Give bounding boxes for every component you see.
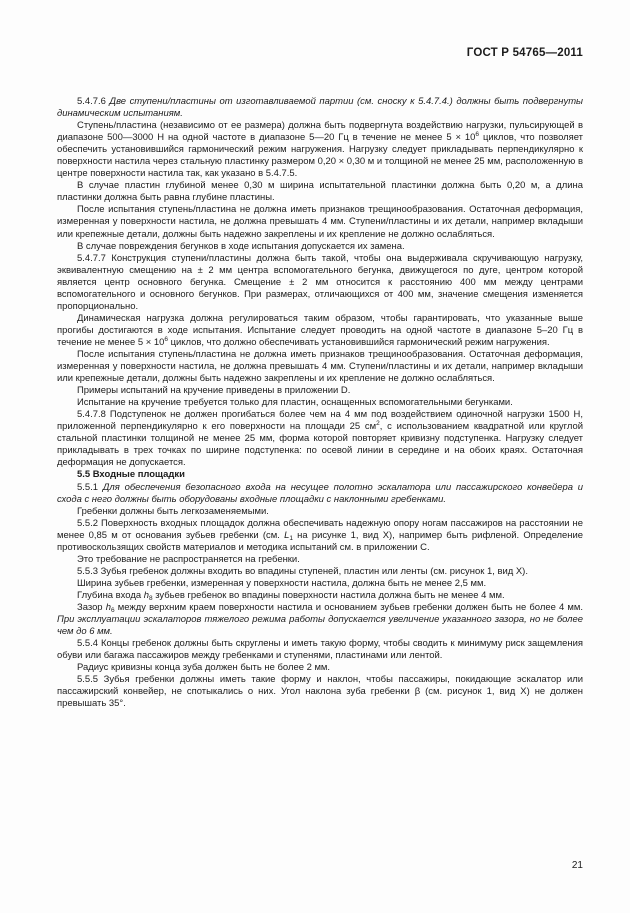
clause-paragraph: Динамическая нагрузка должна регулироваться таким образом, чтобы гарантировать, что указанные выше прогибы достигаются в ходе испытания. Испытание следует проводить на одной частоте в диапазоне 5–20 Гц в течение не менее $5 \times 10^6$ циклов, что должно обеспечивать установившийся гармонический режим нагружения. [57,312,583,348]
clause-paragraph: После испытания ступень/пластина не должна иметь признаков трещинообразования. Остаточная деформация, измеренная у поверхности настила, не должна превышать 4 мм. Ступени/пластины и их детали, например вкладыши или крепежные детали, должны быть надежно закреплены и их крепление не должно ослабляться. [57,204,583,240]
clause-paragraph: 5.5.2 Поверхность входных площадок должна обеспечивать надежную опору ногам пассажиров на расстоянии не менее 0,85 м от основания зубьев гребенки (см. $L_1$ на рисунке 1, вид Х), например быть рифленой. Определение противоскользящих свойств материалов и методика испытаний см. в приложении С. [57,517,583,553]
document-body [57,96,583,710]
clause-paragraph: Примеры испытаний на кручение приведены в приложении D. [77,385,351,397]
clause-paragraph: 5.5.4 Концы гребенок должны быть скруглены и иметь такую форму, чтобы сводить к минимуму риск защемления обуви или багажа пассажиров между гребенками и ступенями, пластинами или лентой. [57,638,583,662]
clause-paragraph: После испытания ступень/пластина не должна иметь признаков трещинообразования. Остаточная деформация, измеренная у поверхности настила, не должна превышать 4 мм. Ступени/пластины и их детали, например вкладыши или крепежные детали, должны быть надежно закреплены и их крепление не должно ослабляться. [57,348,583,385]
clause-paragraph: В случае пластин глубиной менее 0,30 м ширина испытательной пластинки должна быть 0,20 м, а длина пластинки должна быть равна глубине пластины. [57,180,583,204]
clause-paragraph: Глубина входа $h_8$ зубьев гребенок во впадины поверхности настила должна быть не менее 4 мм. [77,589,505,602]
clause-paragraph: Гребенки должны быть легкозаменяемыми. [77,505,269,517]
clause-paragraph: 5.5.3 Зубья гребенок должны входить во впадины ступеней, пластин или ленты (см. рисунок 1, вид Х). [77,565,528,577]
clause-paragraph: Зазор $h_6$ между верхним краем поверхности настила и основанием зубьев гребенки должен быть не более 4 мм. При эксплуатации эскалаторов тяжелого режима работы допускается увеличение указанного зазора, но не более чем до 6 мм. [57,601,584,638]
clause-paragraph: 5.4.7.8 Подступенок не должен прогибаться более чем на 4 мм под воздействием одиночной нагрузки 1500 Н, приложенной перпендикулярно к его поверхности на площади 25 $см^2$, с использованием квадратной или круглой стальной пластинки толщиной не менее 25 мм, форма которой повторяет кривизну подступенка. Нагрузку следует прикладывать в трех точках по ширине подступенка: по осевой линии в середине и на обоих краях. Остаточная деформация не допускается. [57,409,583,469]
standard-designation: ГОСТ Р 54765—2011 [466,47,583,59]
clause-paragraph: 5.4.7.6 Две ступени/пластины от изготавливаемой партии (см. сноску к 5.4.7.4.) должны быть подвергнуты динамическим испытаниям. [57,96,583,120]
clause-paragraph: Это требование не распространяется на гребенки. [77,553,300,565]
clause-paragraph: Радиус кривизны конца зуба должен быть не более 2 мм. [77,662,331,674]
section-heading: 5.5 Входные площадки [77,469,185,481]
clause-paragraph: Ступень/пластина (независимо от ее размера) должна быть подвергнута воздействию нагрузки, пульсирующей в диапазоне 500—3000 Н на одной частоте в диапазоне 5—20 Гц в течение не менее $5 \times 10^6$ циклов, что позволяет обеспечить установившийся гармонический режим нагружения. Нагрузку следует прикладывать перпендикулярно к поверхности настила через стальную пластинку размером 0,20 × 0,30 м и толщиной не менее 25 мм, расположенную в центре поверхности настила так, как указано в 5.4.7.5. [57,120,584,180]
clause-paragraph: 5.4.7.7 Конструкция ступени/пластины должна быть такой, чтобы она выдерживала скручивающую нагрузку, эквивалентную смещению на ± 2 мм центра вспомогательного бегунка, движущегося по дуге, центром которой является центр основного бегунка. Смещение ± 2 мм относится к расстоянию 400 мм между центрами вспомогательного и основного бегунков. При размерах, отличающихся от 400 мм, значение смещения изменяется пропорционально. [57,252,583,312]
page-number: 21 [571,860,583,871]
clause-paragraph: Ширина зубьев гребенки, измеренная у поверхности настила, должна быть не менее 2,5 мм. [77,577,487,589]
clause-paragraph: 5.5.5 Зубья гребенки должны иметь такие форму и наклон, чтобы пассажиры, покидающие эскалатор или пассажирский конвейер, не спотыкались о них. Угол наклона зуба гребенки β (см. рисунок 1, вид Х) не должен превышать 35°. [57,674,583,710]
clause-paragraph: Испытание на кручение требуется только для пластин, оснащенных вспомогательными бегунками. [77,397,513,409]
clause-paragraph: В случае повреждения бегунков в ходе испытания допускается их замена. [77,240,405,252]
clause-paragraph: 5.5.1 Для обеспечения безопасного входа на несущее полотно эскалатора или пассажирского конвейера и схода с него должны быть оборудованы входные площадки с наклонными гребенками. [57,481,583,505]
